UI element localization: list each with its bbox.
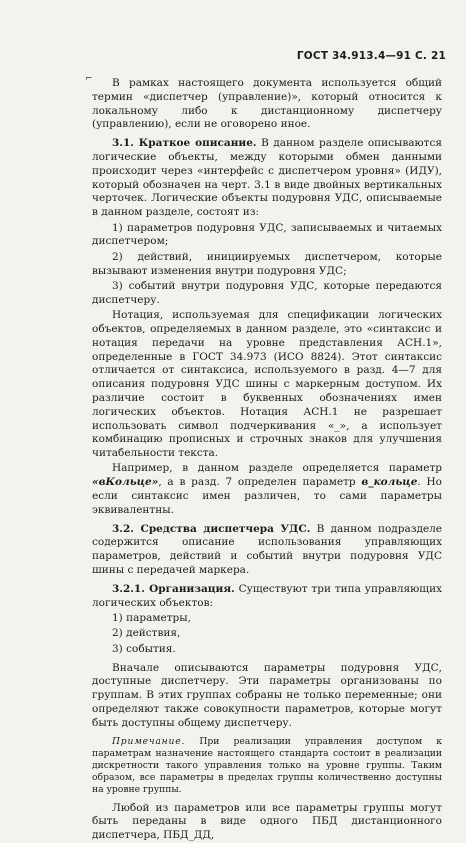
text-run: Например, в данном разделе определяется параметр (112, 462, 442, 475)
paragraph-intro: В рамках настоящего документа используется общий термин «диспетчер (управление)», который относится к локальному либо к дистанционному диспетчеру (управлению), если не оговорено иное. (92, 77, 442, 131)
section-3-1 (92, 137, 442, 220)
list-item: 3) события. (112, 642, 176, 655)
note-text: При реализации управления доступом к параметрам назначение настоящего стандарта состоит в реализации дискретности такого управления только на уровне группы. Таким образом, все параметры в пределах группы количественно доступны на уровне группы. (92, 735, 442, 796)
page-header: ГОСТ 34.913.4—91 С. 21 (296, 50, 446, 62)
list-item: 1) параметров подуровня УДС, записываемых и читаемых диспетчером; (92, 221, 442, 248)
note-label: Примечание. (112, 735, 186, 747)
note (92, 736, 442, 797)
list-item: 3) событий внутри подуровня УДС, которые передаются диспетчеру. (92, 279, 442, 306)
paragraph-example (92, 462, 442, 517)
section-heading: 3.1. Краткое описание. (112, 137, 257, 150)
margin-mark: ⌐ (85, 74, 93, 84)
list-item: 2) действий, инициируемых диспетчером, которые вызывают изменения внутри подуровня УДС; (92, 250, 442, 277)
section-heading: 3.2. Средства диспетчера УДС. (112, 522, 311, 535)
paragraph-final: Любой из параметров или все параметры группы могут быть переданы в виде одного ПБД дистанционного диспетчера, ПБД_ДД, (92, 801, 442, 842)
section-3-2-1 (92, 583, 442, 611)
section-text: Существуют три типа управляющих логических объектов: (92, 582, 442, 609)
list-item: 2) действия, (112, 627, 181, 640)
section-text: В данном подразделе содержится описание использования управляющих параметров, действий и событий внутри подуровня УДС шины с передачей маркера. (92, 522, 443, 577)
text-run: . Но если синтаксис имен различен, то сами параметры эквивалентны. (92, 476, 442, 516)
paragraph-notation: Нотация, используемая для спецификации логических объектов, определяемых в данном разделе, это «синтаксис и нотация передачи на уровне представления АСН.1», определенные в ГОСТ 34.973 (ИСО 8824). Этот синтаксис отличается от синтаксиса, используемого в разд. 4—7 для описания подуровня УДС шины с маркерным доступом. Их различие состоит в буквенных обозначениях имен логических объектов. Нотация АСН.1 не разрешает использовать символ подчеркивания «_», а использует комбинацию прописных и строчных знаков для улучшения читабельности текста. (92, 309, 442, 460)
param-name: «вКольце» (92, 476, 159, 489)
document-body (92, 77, 442, 843)
param-name: в_кольце (361, 476, 418, 489)
text-run: , а в разд. 7 определен параметр (158, 476, 362, 489)
paragraph-groups: Вначале описываются параметры подуровня УДС, доступные диспетчеру. Эти параметры организованы по группам. В этих группах собраны не только переменные; они определяют также совокупности параметров, которые могут быть доступны общему диспетчеру. (92, 661, 442, 729)
section-3-2 (92, 523, 442, 578)
section-text: В данном разделе описываются логические объекты, между которыми обмен данными происходит через «интерфейс с диспетчером уровня» (ИДУ), который обозначен на черт. 3.1 в виде двойных вертикальных черточек. Логические объекты подуровня УДС, описываемые в данном разделе, состоят из: (92, 137, 442, 219)
list-item: 1) параметры, (112, 612, 191, 625)
section-heading: 3.2.1. Организация. (112, 582, 235, 595)
